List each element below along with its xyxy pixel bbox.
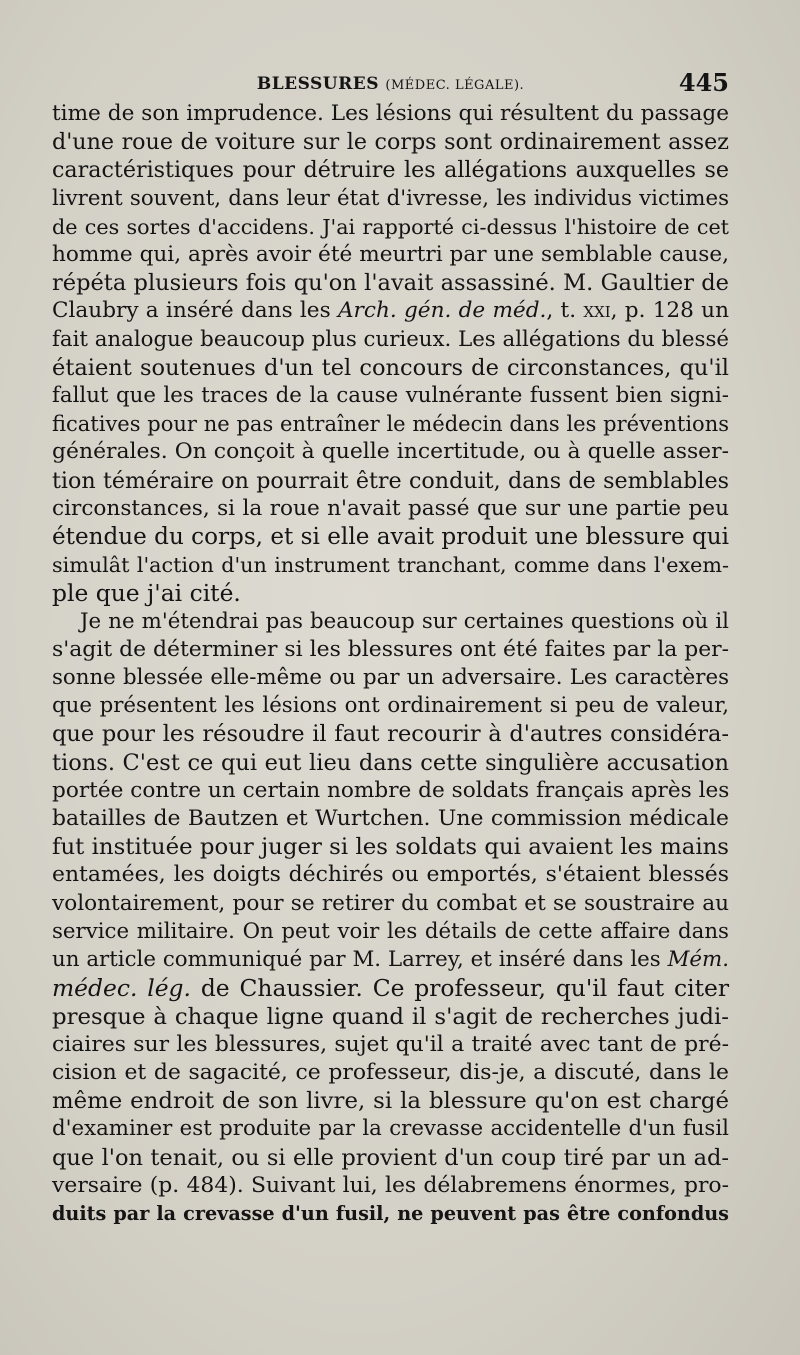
text-fragment: , t.	[546, 298, 577, 324]
journal-citation: médec. lég.	[52, 974, 191, 1003]
text-fragment: , p. 128 un	[610, 298, 729, 324]
volume-number: xxi	[583, 298, 611, 324]
text-line: s'agit de déterminer si les blessures ont été faites par la per-	[52, 636, 730, 662]
text-line: circonstances, si la roue n'avait passé que sur une partie peu	[52, 495, 729, 521]
text-line: time de son imprudence. Les lésions qui résultent du passage	[52, 101, 729, 126]
text-line: duits par la crevasse d'un fusil, ne peuvent pas être confondus	[52, 1201, 729, 1225]
text-line: fut instituée pour juger si les soldats qui avaient les mains	[52, 834, 729, 861]
text-fragment: un article communiqué par M. Larrey, et inséré dans les	[52, 947, 661, 973]
text-line: livrent souvent, dans leur état d'ivresse, les individus victimes	[52, 185, 729, 211]
text-line-citation	[52, 974, 729, 1002]
text-fragment: de	[200, 974, 230, 1003]
text-fragment: Chaussier. Ce professeur, qu'il faut citer	[239, 974, 730, 1003]
running-head-subtitle: (MÉDEC. LÉGALE).	[385, 78, 525, 93]
text-line: cision et de sagacité, ce professeur, dis-je, a discuté, dans le	[52, 1059, 729, 1085]
text-line: caractéristiques pour détruire les allégations auxquelles se	[52, 157, 729, 184]
text-line: étaient soutenues d'un tel concours de circonstances, qu'il	[52, 354, 729, 381]
text-line: versaire (p. 484). Suivant lui, les délabremens énormes, pro-	[52, 1172, 729, 1198]
text-line: presque à chaque ligne quand il s'agit de recherches judi-	[52, 1003, 729, 1030]
text-line: que l'on tenait, ou si elle provient d'un coup tiré par un ad-	[52, 1144, 729, 1171]
text-line-citation	[52, 297, 729, 325]
text-line: de ces sortes d'accidens. J'ai rapporté ci-dessus l'histoire de cet	[52, 214, 729, 239]
text-line: sonne blessée elle-même ou par un adversaire. Les caractères	[52, 665, 729, 691]
text-line: que présentent les lésions ont ordinairement si peu de valeur,	[52, 693, 729, 719]
running-head-title: BLESSURES	[256, 74, 379, 94]
text-line: ciaires sur les blessures, sujet qu'il a traité avec tant de pré-	[52, 1031, 729, 1057]
text-line: service militaire. On peut voir les détails de cette affaire dans	[52, 918, 729, 944]
text-line: que pour les résoudre il faut recourir à d'autres considéra-	[52, 721, 729, 748]
text-line: même endroit de son livre, si la blessure qu'on est chargé	[52, 1088, 729, 1115]
text-line: tion téméraire on pourrait être conduit, dans de semblables	[52, 467, 729, 494]
text-line: générales. On conçoit à quelle incertitude, ou à quelle asser-	[52, 439, 729, 465]
page-header	[52, 68, 729, 102]
running-head	[52, 74, 729, 94]
text-line: fallut que les traces de la cause vulnérante fussent bien signi-	[52, 383, 729, 409]
text-line: répéta plusieurs fois qu'on l'avait assassiné. M. Gaultier de	[52, 270, 729, 297]
text-line: d'une roue de voiture sur le corps sont ordinairement assez	[52, 129, 729, 156]
text-line: simulât l'action d'un instrument tranchant, comme dans l'exem-	[52, 553, 729, 578]
body-text	[52, 100, 729, 1228]
text-line: étendue du corps, et si elle avait produit une blessure qui	[52, 524, 729, 551]
text-line: batailles de Bautzen et Wurtchen. Une commission médicale	[52, 806, 729, 832]
text-line: d'examiner est produite par la crevasse accidentelle d'un fusil	[52, 1116, 729, 1142]
text-line: volontairement, pour se retirer du combat et se soustraire au	[52, 890, 729, 916]
text-line: entamées, les doigts déchirés ou emportés, s'étaient blessés	[52, 862, 729, 888]
paragraph-start: Je ne m'étendrai pas beaucoup sur certaines questions où il	[80, 608, 729, 634]
journal-citation: Arch. gén. de méd.	[337, 298, 547, 324]
text-line-citation	[52, 946, 729, 974]
text-line: tions. C'est ce qui eut lieu dans cette singulière accusation	[52, 749, 729, 776]
text-line: fait analogue beaucoup plus curieux. Les allégations du blessé	[52, 326, 729, 352]
journal-citation: Mém.	[667, 947, 729, 973]
text-line: homme qui, après avoir été meurtri par une semblable cause,	[52, 242, 729, 268]
text-line: portée contre un certain nombre de soldats français après les	[52, 777, 730, 803]
text-fragment: Claubry a inséré dans les	[52, 298, 331, 324]
text-line: ficatives pour ne pas entraîner le médecin dans les préventions	[52, 412, 729, 437]
page-number: 445	[678, 68, 729, 97]
text-line: ple que j'ai cité.	[52, 579, 241, 608]
